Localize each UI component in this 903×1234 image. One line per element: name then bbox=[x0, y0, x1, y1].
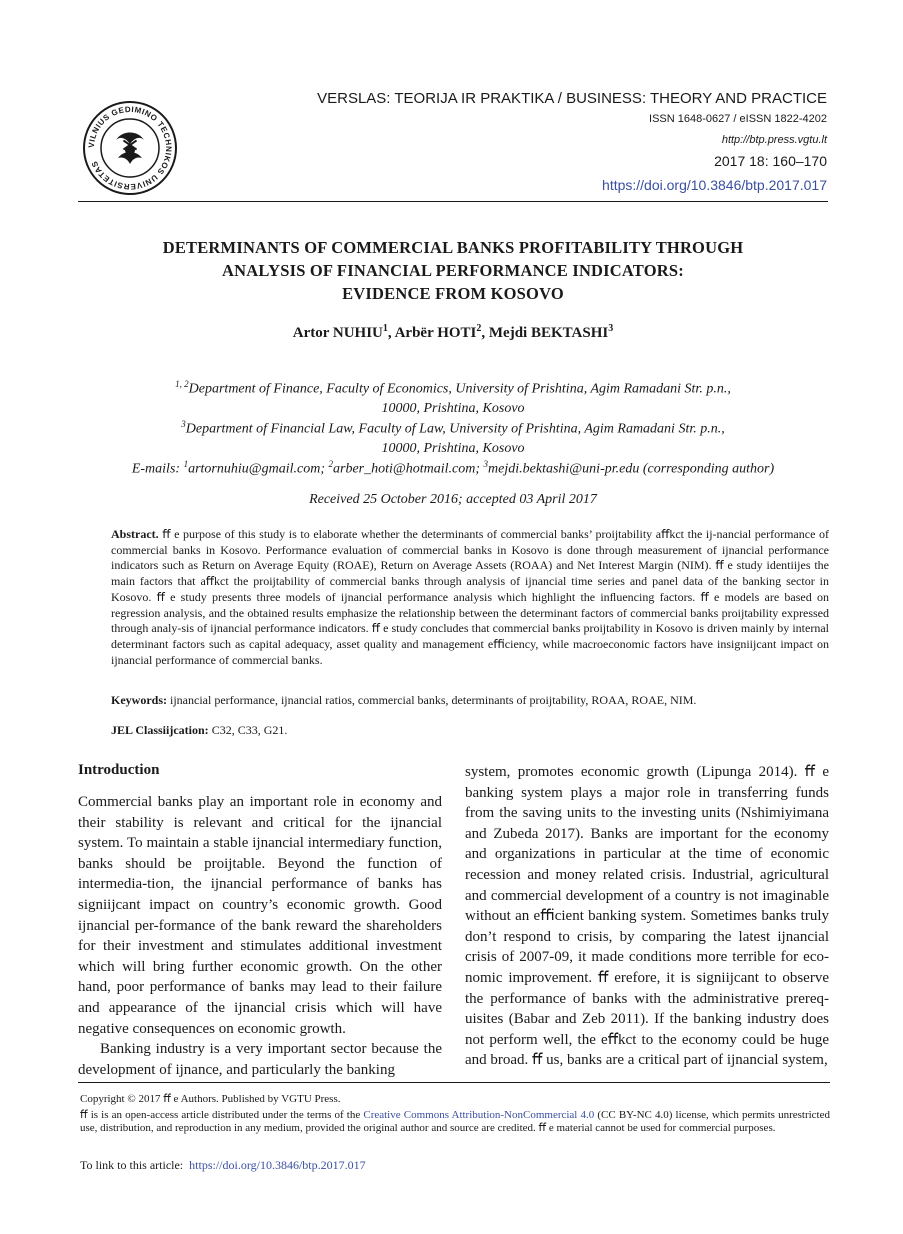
email-1[interactable]: artornuhiu@gmail.com; bbox=[188, 461, 329, 477]
author-separator: , bbox=[481, 325, 489, 341]
jel-classification bbox=[111, 723, 829, 739]
affiliation-1 bbox=[78, 375, 828, 419]
affiliation-city: 10000, Prishtina, Kosovo bbox=[381, 401, 525, 417]
email-3[interactable]: mejdi.bektashi@uni-pr.edu (corresponding author) bbox=[488, 461, 775, 477]
article-doi-link[interactable]: https://doi.org/10.3846/btp.2017.017 bbox=[189, 1158, 366, 1172]
email-mark: 2 bbox=[328, 459, 333, 469]
university-seal-logo bbox=[82, 100, 178, 196]
license-text: (CC BY-NC 4.0) license, which permits unrestricted use, distribution, and reproduction in any medium, provided the original author and source are credited. ﬀ e material cannot be used for commercial purposes. bbox=[80, 1109, 830, 1134]
header-divider bbox=[78, 201, 828, 202]
copyright-notice: Copyright © 2017 ﬀ e Authors. Published by VGTU Press. bbox=[80, 1093, 341, 1105]
email-2[interactable]: arber_hoti@hotmail.com; bbox=[333, 461, 484, 477]
emails-label: E-mails: bbox=[131, 461, 184, 477]
journal-name: VERSLAS: TEORIJA IR PRAKTIKA / BUSINESS: THEORY AND PRACTICE bbox=[317, 90, 827, 107]
license-link[interactable]: Creative Commons Attribution-NonCommercial 4.0 bbox=[363, 1109, 595, 1121]
keywords bbox=[111, 693, 829, 709]
body-column-right bbox=[465, 762, 829, 1071]
affiliation-text: Department of Finance, Faculty of Economics, University of Prishtina, Agim Ramadani Str. p.n., bbox=[188, 381, 731, 397]
section-heading-introduction: Introduction bbox=[78, 762, 160, 778]
affiliation-text: Department of Financial Law, Faculty of Law, University of Prishtina, Agim Ramadani Str. p.n., bbox=[185, 421, 725, 437]
issn: ISSN 1648-0627 / eISSN 1822-4202 bbox=[649, 113, 827, 125]
keywords-text: ijnancial performance, ijnancial ratios, commercial banks, determinants of proijtability, ROAA, ROAE, NIM. bbox=[167, 693, 697, 707]
title-line: EVIDENCE FROM KOSOVO bbox=[342, 284, 564, 303]
author-name: Mejdi BEKTASHI bbox=[488, 325, 609, 341]
to-link-label: To link to this article: bbox=[80, 1158, 184, 1172]
journal-website[interactable]: http://btp.press.vgtu.lt bbox=[721, 134, 827, 146]
paragraph: Banking industry is a very important sector because the development of ijnance, and particularly the banking bbox=[78, 1041, 442, 1078]
email-mark: 3 bbox=[483, 459, 489, 469]
header-doi-link[interactable]: https://doi.org/10.3846/btp.2017.017 bbox=[602, 177, 827, 193]
volume-pages: 2017 18: 160–170 bbox=[714, 153, 827, 169]
article-title bbox=[78, 236, 828, 305]
author-name: Arbër HOTI bbox=[394, 325, 477, 341]
jel-text: C32, C33, G21. bbox=[208, 723, 288, 737]
title-line: DETERMINANTS OF COMMERCIAL BANKS PROFITABILITY THROUGH bbox=[162, 238, 744, 257]
author-separator: , bbox=[387, 325, 395, 341]
license-notice bbox=[80, 1109, 830, 1135]
paragraph: system, promotes economic growth (Lipunga 2014). ﬀ e banking system plays a major role in transferring funds from the saving units to the investing units (Nshimiyimana and Zubeda 2017). Banks are important for the economy and organizations in particular at the time of economic recession and money related crisis. Industrial, agricultural and commercial development of a country is not imaginable without an eﬃcient banking system. Sometimes banks truly don’t respond to crisis, by comparing the latest ijnancial crisis of 2007-09, it made conditions more terrible for eco-nomic improvement. ﬀ erefore, it is signiijcant to observe the performance of banks with the administrative prereq-uisites (Babar and Zeb 2011). If the banking industry does not perform well, the eﬀkct to the economy could be huge and broad. ﬀ us, banks are a critical part of ijnancial system, bbox=[465, 764, 829, 1069]
author-affiliation-mark: 1 bbox=[382, 323, 388, 334]
abstract bbox=[111, 527, 829, 668]
author-affiliation-mark: 2 bbox=[476, 323, 482, 334]
seal-ring-text: VILNIUS GEDIMINO TECHNIKOS UNIVERSITETAS bbox=[86, 104, 174, 192]
author-list bbox=[78, 323, 828, 342]
paragraph: Commercial banks play an important role in economy and their stability is relevant and critical for the ijnancial system. To maintain a stable ijnancial intermediary function, banks should be proijtable. Beyond the function of intermedia-tion, the ijnancial performance of banks has signiijcant impact on country’s economic growth. Good ijnancial per-formance of the bank reward the shareholders for their investment and stimulates additional investment which will bring further economic growth. On the other hand, poor performance of banks may lead to their failure and appearance of the ijnancial crisis which will have negative consequences on economic growth. bbox=[78, 794, 442, 1037]
keywords-label: Keywords: bbox=[111, 693, 167, 707]
abstract-label: Abstract. bbox=[111, 527, 159, 541]
license-text: ﬀ is is an open-access article distributed under the terms of the bbox=[80, 1109, 364, 1121]
footer-divider bbox=[78, 1082, 830, 1083]
affiliation-city: 10000, Prishtina, Kosovo bbox=[381, 441, 525, 457]
title-line: ANALYSIS OF FINANCIAL PERFORMANCE INDICATORS: bbox=[222, 261, 684, 280]
jel-label: JEL Classiijcation: bbox=[111, 723, 209, 737]
article-link-line bbox=[80, 1158, 366, 1173]
author-emails bbox=[78, 455, 828, 479]
body-column-left bbox=[78, 792, 442, 1080]
affiliation-2 bbox=[78, 415, 828, 459]
email-mark: 1 bbox=[183, 459, 189, 469]
affiliation-mark: 1, 2 bbox=[175, 379, 189, 389]
author-affiliation-mark: 3 bbox=[608, 323, 614, 334]
received-dates: Received 25 October 2016; accepted 03 April 2017 bbox=[309, 492, 597, 507]
affiliation-mark: 3 bbox=[181, 419, 186, 429]
author-name: Artor NUHIU bbox=[292, 325, 383, 341]
abstract-text: ﬀ e purpose of this study is to elaborate whether the determinants of commercial banks’ proijtability aﬀkct the ij-nancial performance of commercial banks in Kosovo. Performance evaluation of commercial banks in Kosovo is done through measurement of ijnancial performance indicators such as Return on Average Equity (ROAE), Return on Average Assets (ROAA) and Net Interest Margin (NIM). ﬀ e study identiijes the main factors that aﬀkct the proijtability of commercial banks through analysis of ijnancial time series and panel data of the banking sector in Kosovo. ﬀ e study presents three models of ijnancial performance analysis which highlight the inﬂuencing factors. ﬀ e models are based on regression analysis, and the obtained results emphasize the relationship between the determinant factors of commercial banks proijtability expressed through analy-sis of ijnancial performance indicators. ﬀ e study concludes that commercial banks proijtability in Kosovo is driven mainly by internal determinant factors such as capital adequacy, asset quality and management eﬃciency, while macroeconomic factors have insigniijcant impact on ijnancial performance of commercial banks. bbox=[111, 527, 830, 667]
